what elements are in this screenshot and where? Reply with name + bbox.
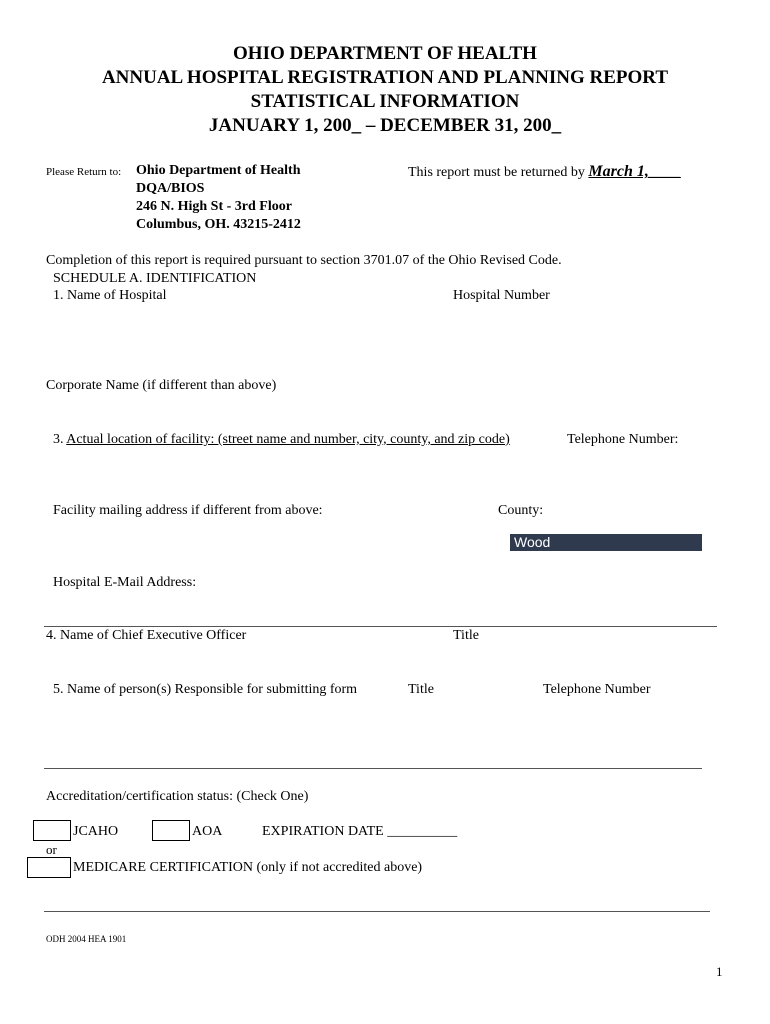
deadline-date: March 1, [588,163,649,180]
location-label: Actual location of facility: (street name and number, city, county, and zip code) [66,432,510,447]
ceo-title-label: Title [453,628,479,643]
responsible-title-label: Title [408,682,434,697]
county-label: County: [498,503,544,518]
return-city: Columbus, OH. 43215-2412 [136,217,301,232]
divider-line [44,768,702,769]
return-street: 246 N. High St - 3rd Floor [136,199,292,214]
deadline-label: This report must be returned by [408,165,585,180]
deadline-text [408,163,681,181]
aoa-checkbox[interactable] [152,820,190,841]
location-row [53,432,510,448]
location-number: 3. [53,432,64,447]
deadline-blank: ____ [648,163,681,180]
responsible-phone-label: Telephone Number [543,682,651,697]
form-title-period: JANUARY 1, 200_ – DECEMBER 31, 200_ [208,115,562,136]
mailing-address-label: Facility mailing address if different from above: [53,503,323,518]
divider-line [44,911,710,912]
corporate-name-label: Corporate Name (if different than above) [46,378,277,393]
responsible-label: 5. Name of person(s) Responsible for submitting form [53,682,358,697]
form-id: ODH 2004 HEA 1901 [46,934,127,944]
county-field[interactable]: Wood [510,534,702,551]
form-title-line1: OHIO DEPARTMENT OF HEALTH [233,43,537,64]
or-label: or [46,842,57,857]
email-label: Hospital E-Mail Address: [53,575,197,590]
return-to-label: Please Return to: [46,166,122,178]
statutory-notice: Completion of this report is required pursuant to section 3701.07 of the Ohio Revised Code. [46,253,562,268]
jcaho-label: JCAHO [73,824,119,839]
accreditation-heading: Accreditation/certification status: (Check One) [46,789,309,804]
form-title-line2: ANNUAL HOSPITAL REGISTRATION AND PLANNING REPORT [101,67,669,88]
expiration-date-label: EXPIRATION DATE __________ [262,824,458,839]
telephone-label: Telephone Number: [567,432,679,447]
medicare-checkbox[interactable] [27,857,71,878]
aoa-label: AOA [192,824,223,839]
return-dept: DQA/BIOS [136,181,205,196]
hospital-number-label: Hospital Number [453,288,550,303]
ceo-label: 4. Name of Chief Executive Officer [46,628,247,643]
jcaho-checkbox[interactable] [33,820,71,841]
hospital-name-label: 1. Name of Hospital [53,288,167,303]
form-title-line3: STATISTICAL INFORMATION [250,91,520,112]
schedule-heading: SCHEDULE A. IDENTIFICATION [53,271,257,286]
medicare-label: MEDICARE CERTIFICATION (only if not accredited above) [73,860,423,875]
divider-line [44,626,717,627]
return-org: Ohio Department of Health [136,163,301,178]
page-number: 1 [716,964,723,979]
